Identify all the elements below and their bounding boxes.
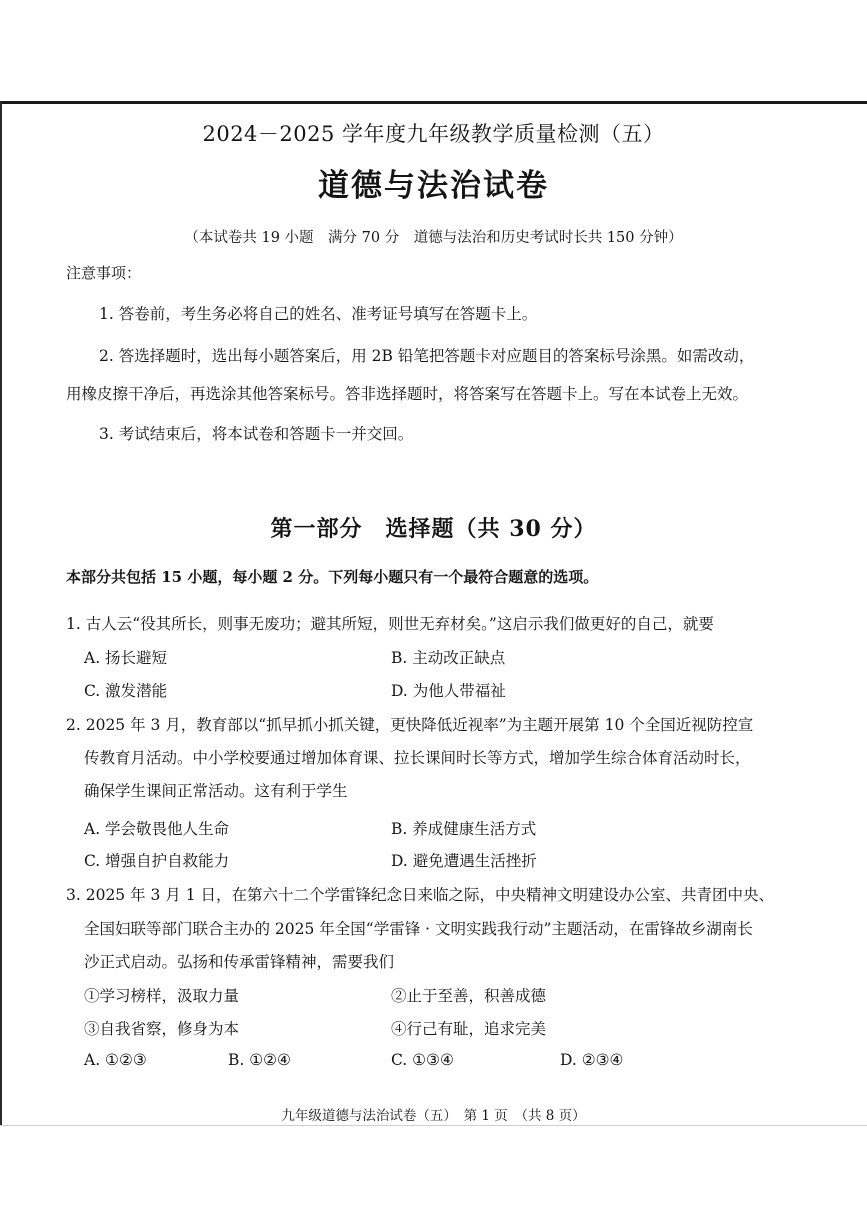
question-2-stem-line-3: 确保学生课间正常活动。这有利于学生 (84, 782, 348, 800)
exam-title: 2024－2025 学年度九年级教学质量检测（五） (202, 122, 665, 146)
question-3-option-d: D. ②③④ (560, 1051, 624, 1069)
question-3-option-c: C. ①③④ (391, 1051, 454, 1069)
exam-info: （本试卷共 19 小题 满分 70 分 道德与法治和历史考试时长共 150 分钟） (184, 230, 683, 246)
question-3-statement-4: ④行己有耻，追求完美 (391, 1020, 547, 1038)
question-3-statement-3: ③自我省察，修身为本 (84, 1020, 240, 1038)
question-2-option-d: D. 避免遭遇生活挫折 (391, 852, 537, 870)
question-2-stem-line-1: 2. 2025 年 3 月，教育部以“抓早抓小抓关键，更快降低近视率”为主题开展第 10 个全国近视防控宣 (66, 716, 754, 734)
note-item-3: 3. 考试结束后，将本试卷和答题卡一并交回。 (99, 425, 414, 443)
page-footer: 九年级道德与法治试卷（五） 第 1 页 （共 8 页） (281, 1108, 586, 1124)
question-3-stem-line-1: 3. 2025 年 3 月 1 日，在第六十二个学雷锋纪念日来临之际，中央精神文明建设办公室、共青团中央、 (66, 886, 775, 904)
page-left-edge (0, 101, 2, 1126)
note-item-2-line-1: 2. 答选择题时，选出每小题答案后，用 2B 铅笔把答题卡对应题目的答案标号涂黑。如需改动， (99, 347, 755, 365)
question-1-option-a: A. 扬长避短 (84, 649, 168, 667)
question-2-option-b: B. 养成健康生活方式 (391, 820, 537, 838)
question-3-stem-line-3: 沙正式启动。弘扬和传承雷锋精神，需要我们 (84, 953, 395, 971)
footer-rule (0, 1125, 867, 1126)
question-2-stem-line-2: 传教育月活动。中小学校要通过增加体育课、拉长课间时长等方式，增加学生综合体育活动时长， (84, 749, 751, 767)
question-1-stem: 1. 古人云“役其所长，则事无废功；避其所短，则世无弃材矣。”这启示我们做更好的自己，就要 (66, 615, 714, 633)
part-1-title: 第一部分 选择题（共 30 分） (270, 516, 597, 542)
note-item-2-line-2: 用橡皮擦干净后，再选涂其他答案标号。答非选择题时，将答案写在答题卡上。写在本试卷上无效。 (66, 385, 749, 403)
question-1-option-d: D. 为他人带福祉 (391, 682, 506, 700)
header-rule (0, 101, 867, 104)
question-3-stem-line-2: 全国妇联等部门联合主办的 2025 年全国“学雷锋 · 文明实践我行动”主题活动，在雷锋故乡湖南长 (84, 920, 753, 938)
question-2-option-a: A. 学会敬畏他人生命 (84, 820, 230, 838)
part-1-instruction: 本部分共包括 15 小题，每小题 2 分。下列每小题只有一个最符合题意的选项。 (66, 568, 599, 586)
question-3-statement-2: ②止于至善，积善成德 (391, 987, 547, 1005)
note-item-1: 1. 答卷前，考生务必将自己的姓名、准考证号填写在答题卡上。 (99, 305, 538, 323)
question-3-option-a: A. ①②③ (84, 1051, 147, 1069)
question-3-option-b: B. ①②④ (228, 1051, 291, 1069)
question-2-option-c: C. 增强自护自救能力 (84, 852, 230, 870)
question-1-option-c: C. 激发潜能 (84, 682, 168, 700)
question-1-option-b: B. 主动改正缺点 (391, 649, 506, 667)
question-3-statement-1: ①学习榜样，汲取力量 (84, 987, 240, 1005)
subject-title: 道德与法治试卷 (318, 168, 549, 204)
notes-heading: 注意事项： (66, 264, 142, 282)
